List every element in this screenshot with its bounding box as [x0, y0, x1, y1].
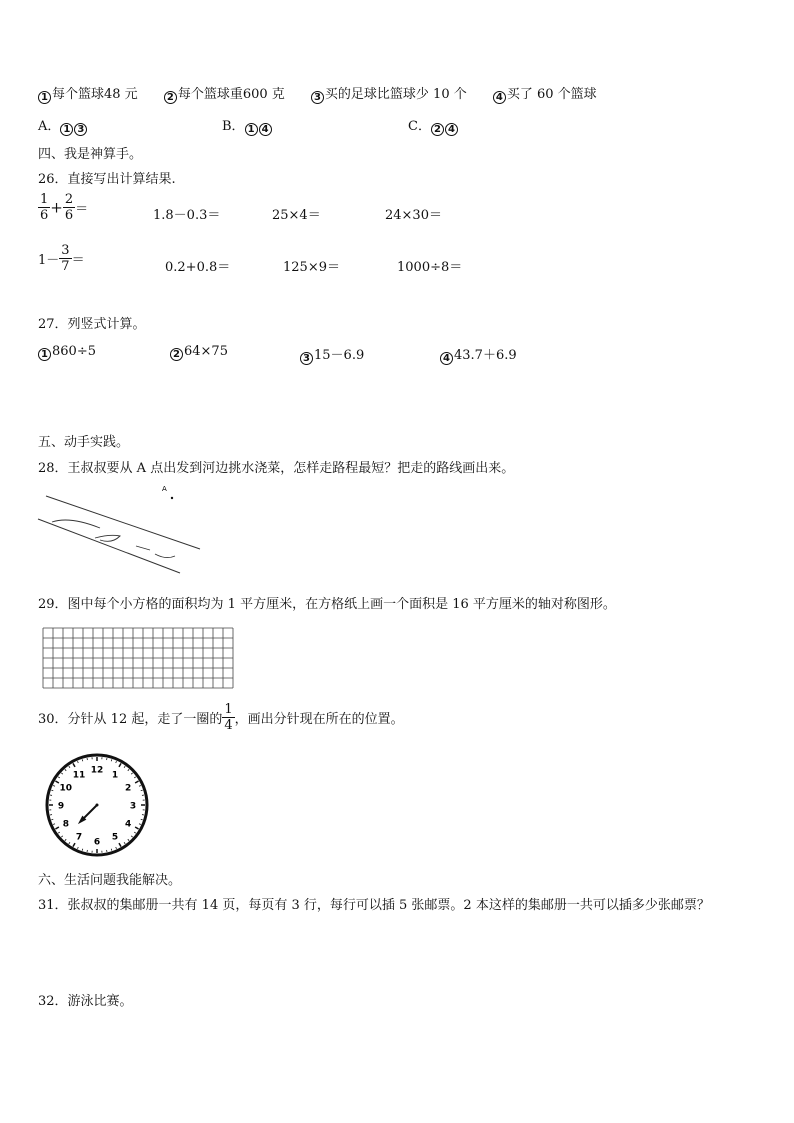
clock-tick — [128, 769, 129, 770]
clock-tick — [135, 827, 138, 829]
q26-expr-3: 25×4＝ — [272, 208, 321, 223]
clock-number-8: 8 — [62, 819, 69, 830]
clock-tick — [73, 763, 75, 766]
clock-tick — [55, 827, 58, 829]
river-wave — [136, 546, 150, 550]
q26-expr-6: 0.2+0.8＝ — [165, 260, 231, 275]
choice-c: C． 2 4 — [408, 115, 459, 136]
clock-number-2: 2 — [125, 783, 132, 794]
river-bank-upper — [46, 496, 200, 549]
option-1: 1 每个篮球48 元 — [38, 87, 138, 102]
clock-number-9: 9 — [57, 801, 65, 812]
clock-tick — [65, 769, 66, 770]
fraction: $\frac{3}{7}$ — [61, 243, 70, 274]
clock-tick — [73, 843, 75, 846]
clock-tick — [51, 819, 53, 820]
clock-tick — [69, 766, 70, 768]
clock-tick — [119, 763, 121, 766]
river-wave — [95, 535, 120, 541]
clock-tick — [141, 819, 143, 820]
option-3: 3 买的足球比篮球少 10 个 — [311, 87, 467, 102]
clock-tick — [131, 836, 132, 837]
q27-item-2: 2 64×75 — [170, 344, 228, 361]
point-a — [171, 497, 173, 499]
clock-number-1: 1 — [111, 770, 119, 781]
clock-tick — [55, 781, 58, 783]
section-5-heading: 五、动手实践。 — [38, 435, 130, 450]
clock-tick — [61, 836, 62, 837]
clock-tick — [131, 773, 132, 774]
clock-tick — [51, 790, 53, 791]
grid-paper[interactable] — [42, 627, 234, 689]
clock-tick — [111, 759, 112, 761]
clock-tick — [116, 847, 117, 849]
clock-tick — [124, 842, 125, 844]
clock-tick — [135, 781, 138, 783]
circled-number: 4 — [493, 91, 506, 104]
q31-text: 31．张叔叔的集邮册一共有 14 页，每页有 3 行，每行可以插 5 张邮票。2 本这样的集邮册一共可以插多少张邮票？ — [38, 898, 710, 913]
clock-tick — [128, 839, 129, 840]
clock-tick — [65, 839, 66, 840]
clock-number-6: 6 — [93, 837, 101, 848]
river-bank-lower — [38, 519, 180, 573]
point-a-label: A — [162, 485, 167, 493]
q26-expr-2: 1.8－0.3＝ — [153, 208, 221, 223]
q26-expr-7: 125×9＝ — [283, 260, 340, 275]
q28-title: 28．王叔叔要从 A 点出发到河边挑水浇菜，怎样走路程最短？把走的路线画出来。 — [38, 461, 515, 476]
q26-expr-4: 24×30＝ — [385, 208, 442, 223]
clock-tick — [69, 842, 70, 844]
clock-tick — [111, 849, 112, 851]
clock-tick — [119, 843, 121, 846]
clock-tick — [53, 824, 55, 825]
clock-number-10: 10 — [59, 783, 73, 794]
choice-a: A． 1 3 — [38, 115, 88, 136]
clock-tick — [61, 773, 62, 774]
fraction: $\frac{1}{6}$ — [40, 192, 49, 223]
q29-title: 29．图中每个小方格的面积均为 1 平方厘米，在方格纸上画一个面积是 16 平方厘米的轴对称图形。 — [38, 597, 616, 612]
clock-tick — [141, 790, 143, 791]
clock-tick — [124, 766, 125, 768]
q27-item-1: 1 860÷5 — [38, 344, 96, 361]
q26-title: 26．直接写出计算结果. — [38, 172, 176, 187]
clock-tick — [116, 761, 117, 763]
clock-tick — [77, 761, 78, 763]
clock-number-4: 4 — [125, 819, 132, 830]
q30-title: 30．分针从 12 起，走了一圈的 $\frac{1}{4}$ ，画出分针现在所在的位置。 — [38, 702, 404, 733]
option-4: 4 买了 60 个篮球 — [493, 87, 597, 102]
section-6-heading: 六、生活问题我能解决。 — [38, 873, 182, 888]
clock-number-12: 12 — [90, 765, 104, 776]
clock-tick — [58, 832, 60, 833]
clock-tick — [58, 777, 60, 778]
clock-hub — [96, 804, 99, 807]
q27-item-3: 3 15－6.9 — [300, 344, 364, 365]
choice-b: B． 1 4 — [222, 115, 273, 136]
clock-tick — [82, 759, 83, 761]
clock-number-5: 5 — [111, 832, 119, 843]
clock-face[interactable] — [44, 752, 150, 858]
fraction: $\frac{1}{4}$ — [224, 702, 233, 733]
option-2: 2 每个篮球重600 克 — [164, 87, 285, 102]
clock-tick — [134, 777, 136, 778]
circled-number: 2 — [164, 91, 177, 104]
clock-tick — [82, 849, 83, 851]
clock-tick — [139, 785, 141, 786]
q27-item-4: 4 43.7＋6.9 — [440, 344, 517, 365]
river-wave — [155, 554, 175, 558]
clock-tick — [77, 847, 78, 849]
q26-expr-1: $\frac{1}{6}$ + $\frac{2}{6}$ ＝ — [40, 192, 89, 223]
section-4-heading: 四、我是神算手。 — [38, 147, 143, 162]
clock-tick — [134, 832, 136, 833]
circled-number: 3 — [311, 91, 324, 104]
clock-number-11: 11 — [72, 770, 86, 781]
circled-number: 1 — [38, 91, 51, 104]
q27-title: 27．列竖式计算。 — [38, 317, 146, 332]
clock-number-3: 3 — [129, 801, 137, 812]
clock-number-7: 7 — [75, 832, 83, 843]
q26-expr-8: 1000÷8＝ — [397, 260, 463, 275]
fraction: $\frac{2}{6}$ — [64, 192, 74, 223]
q32-text: 32．游泳比赛。 — [38, 994, 133, 1009]
clock-tick — [53, 785, 55, 786]
q26-expr-5: 1－ $\frac{3}{7}$ ＝ — [38, 243, 85, 274]
clock-tick — [139, 824, 141, 825]
